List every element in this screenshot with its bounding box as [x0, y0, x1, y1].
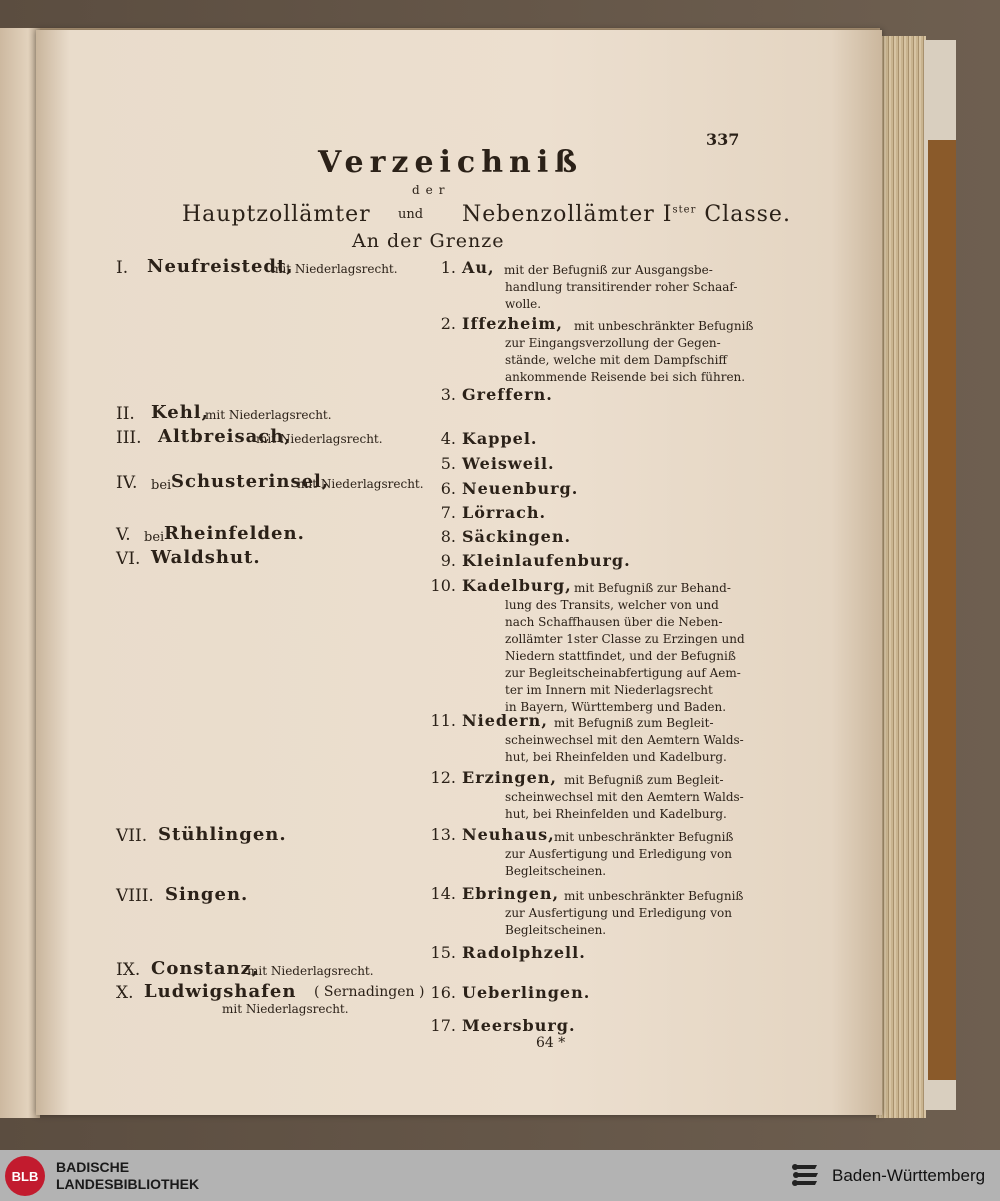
entry-number: 8. [440, 527, 456, 546]
entry-name: Schusterinsel, [171, 471, 330, 492]
entry-name: Radolphzell. [462, 943, 586, 962]
subheading: An der Grenze [352, 230, 505, 252]
entry-name: Altbreisach, [158, 426, 292, 447]
entry-number: VIII. [116, 886, 154, 906]
page-edges [876, 36, 926, 1118]
entry-number: VI. [116, 549, 141, 569]
entry-number: 14. [430, 884, 456, 903]
blb-line1: BADISCHE [56, 1159, 130, 1175]
entry-name: Rheinfelden. [164, 523, 305, 544]
entry-description-line: mit Befugniß zum Begleit- [564, 773, 724, 787]
entry-number: 7. [440, 503, 456, 522]
entry-description-line: ter im Innern mit Niederlagsrecht [505, 683, 713, 697]
entry-name: Niedern, [462, 711, 548, 730]
entry-description-line: zur Begleitscheinabfertigung auf Aem- [505, 666, 741, 680]
entry-name: Ueberlingen. [462, 983, 591, 1002]
entry-note: ( Sernadingen ) [314, 984, 425, 1000]
lions-crest-icon [789, 1159, 823, 1193]
entry-description-line: scheinwechsel mit den Aemtern Walds- [505, 790, 744, 804]
entry-description-line: in Bayern, Württemberg und Baden. [505, 700, 727, 714]
entry-number: III. [116, 428, 142, 448]
entry-name: Greffern. [462, 385, 553, 404]
entry-prefix: bei [151, 478, 172, 493]
entry-description-line: mit unbeschränkter Befugniß [564, 889, 744, 903]
entry-number: 4. [440, 429, 456, 448]
entry-description-line: mit Befugniß zum Begleit- [554, 716, 714, 730]
entry-description-line: zollämter 1ster Classe zu Erzingen und [505, 632, 745, 646]
entry-note: mit Niederlagsrecht. [247, 964, 374, 978]
entry-name: Waldshut. [151, 547, 261, 568]
signature-mark: 64 * [536, 1035, 566, 1051]
entry-note: mit Niederlagsrecht. [205, 408, 332, 422]
entry-number: 17. [430, 1016, 456, 1035]
entry-number: 10. [430, 576, 456, 595]
entry-name: Stühlingen. [158, 824, 287, 845]
entry-description-line: wolle. [505, 297, 542, 311]
entry-note: mit Niederlagsrecht. [297, 477, 424, 491]
heading-nebenzollaemter [462, 204, 791, 226]
entry-name: Ludwigshafen [144, 981, 297, 1002]
entry-number: VII. [116, 826, 148, 846]
entry-description-line: Niedern stattfindet, und der Befugniß [505, 649, 736, 663]
entry-description-line: mit unbeschränkter Befugniß [574, 319, 754, 333]
entry-name: Neuenburg. [462, 479, 579, 498]
heading-sup: ster [672, 204, 697, 216]
entry-number: 12. [430, 768, 456, 787]
entry-prefix: bei [144, 530, 165, 545]
entry-description-line: mit der Befugniß zur Ausgangsbe- [504, 263, 713, 277]
entry-description-line: Begleitscheinen. [505, 923, 607, 937]
entry-name: Kleinlaufenburg. [462, 551, 631, 570]
binding-strip [928, 140, 956, 1080]
title-der: der [412, 183, 451, 197]
entry-description-line: zur Eingangsverzollung der Gegen- [505, 336, 721, 350]
entry-name: Säckingen. [462, 527, 572, 546]
heading-hauptzollaemter: Hauptzollämter [182, 202, 371, 227]
entry-name: Constanz, [151, 958, 260, 979]
entry-name: Au, [462, 258, 495, 277]
entry-note-2: mit Niederlagsrecht. [222, 1002, 349, 1016]
blb-name[interactable] [56, 1159, 199, 1193]
entry-number: 13. [430, 825, 456, 844]
entry-number: 2. [440, 314, 456, 333]
entry-name: Lörrach. [462, 503, 547, 522]
entry-description-line: hut, bei Rheinfelden und Kadelburg. [505, 807, 727, 821]
blb-line2: LANDESBIBLIOTHEK [56, 1176, 200, 1192]
page-number: 337 [706, 130, 740, 149]
entry-name: Weisweil. [462, 454, 555, 473]
entry-description-line: scheinwechsel mit den Aemtern Walds- [505, 733, 744, 747]
entry-name: Neufreistedt, [147, 256, 294, 277]
heading-und: und [398, 207, 424, 222]
left-page-edge [0, 28, 40, 1118]
entry-number: V. [116, 525, 131, 545]
entry-name: Erzingen, [462, 768, 557, 787]
entry-number: 1. [440, 258, 456, 277]
entry-description-line: zur Ausfertigung und Erledigung von [505, 906, 733, 920]
heading-nebenzollaemter-text: Nebenzollämter I [462, 202, 673, 227]
entry-name: Kappel. [462, 429, 538, 448]
footer-bar [0, 1150, 1000, 1201]
entry-name: Ebringen, [462, 884, 560, 903]
page-title: Verzeichniß [318, 145, 584, 180]
entry-description-line: mit unbeschränkter Befugniß [554, 830, 734, 844]
entry-description-line: nach Schaffhausen über die Neben- [505, 615, 723, 629]
entry-name: Kadelburg, [462, 576, 572, 595]
entry-description-line: hut, bei Rheinfelden und Kadelburg. [505, 750, 727, 764]
entry-description-line: stände, welche mit dem Dampfschiff [505, 353, 727, 367]
entry-name: Meersburg. [462, 1016, 576, 1035]
entry-number: 6. [440, 479, 456, 498]
entry-name: Neuhaus, [462, 825, 555, 844]
entry-number: I. [116, 258, 129, 278]
entry-description-line: Begleitscheinen. [505, 864, 607, 878]
entry-number: IX. [116, 960, 141, 980]
entry-description-line: mit Befugniß zur Behand- [574, 581, 731, 595]
entry-number: 9. [440, 551, 456, 570]
entry-note: mit Niederlagsrecht. [256, 432, 383, 446]
book-page [36, 30, 882, 1115]
entry-name: Iffezheim, [462, 314, 563, 333]
entry-description-line: handlung transitirender roher Schaaf- [505, 280, 738, 294]
entry-name: Kehl, [151, 402, 209, 423]
entry-description-line: ankommende Reisende bei sich führen. [505, 370, 746, 384]
entry-description-line: lung des Transits, welcher von und [505, 598, 719, 612]
heading-classe: Classe. [696, 202, 791, 227]
entry-note: mit Niederlagsrecht. [271, 262, 398, 276]
entry-number: X. [116, 983, 134, 1003]
entry-number: 3. [440, 385, 456, 404]
entry-name: Singen. [165, 884, 249, 905]
entry-number: 15. [430, 943, 456, 962]
entry-number: 11. [430, 711, 456, 730]
entry-number: 16. [430, 983, 456, 1002]
blb-logo[interactable]: BLB [5, 1156, 45, 1196]
entry-description-line: zur Ausfertigung und Erledigung von [505, 847, 733, 861]
entry-number: II. [116, 404, 135, 424]
entry-number: IV. [116, 473, 138, 493]
bw-label[interactable]: Baden-Württemberg [832, 1166, 986, 1185]
entry-number: 5. [440, 454, 456, 473]
